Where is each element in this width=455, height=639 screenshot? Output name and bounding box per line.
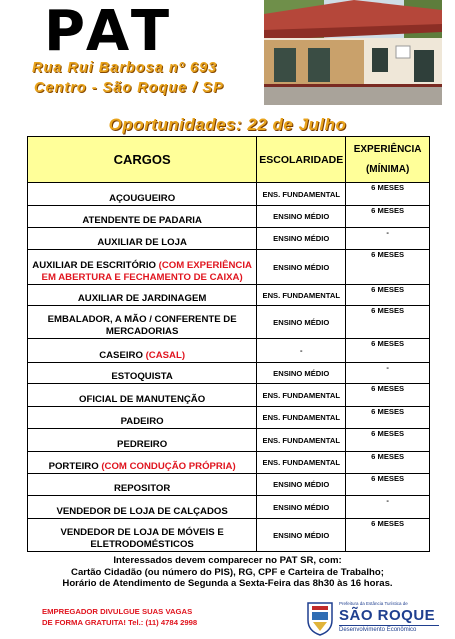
experiencia-cell: - [346,363,430,384]
cargo-cell [28,429,257,452]
address-line-2: Centro - São Roque / SP [34,80,224,96]
cargo-name: ATENDENTE DE PADARIA [82,215,202,226]
cargo-cell [28,306,257,339]
cargo-name: OFICIAL DE MANUTENÇÃO [79,394,206,405]
cargo-cell [28,339,257,363]
table-row [28,339,430,363]
table-row [28,363,430,384]
cargo-cell [28,407,257,429]
escolaridade-cell: ENSINO MÉDIO [257,363,346,384]
pat-logo: PAT [44,0,176,64]
promo-line-2: DE FORMA GRATUITA! Tel.: (11) 4784 2998 [42,618,198,627]
cargo-cell [28,250,257,285]
escolaridade-cell: ENS. FUNDAMENTAL [257,452,346,474]
escolaridade-cell: ENS. FUNDAMENTAL [257,285,346,306]
escolaridade-cell: ENS. FUNDAMENTAL [257,183,346,206]
header-experiencia-line1: EXPERIÊNCIA [353,143,422,155]
experiencia-cell: 6 MESES [346,183,430,206]
cargo-name: PEDREIRO [117,439,168,450]
experiencia-cell: 6 MESES [346,250,430,285]
cargo-cell [28,496,257,519]
table-header-row [28,137,430,183]
cargo-cell [28,384,257,407]
header-cargos: CARGOS [28,137,257,183]
experiencia-cell: 6 MESES [346,339,430,363]
cargo-name: CASEIRO [99,350,143,361]
cargo-note: (COM EXPERIÊNCIA EM ABERTURA E FECHAMENTO DE CAIXA) [41,260,252,283]
cargo-cell [28,228,257,250]
employer-promo [42,606,197,628]
table-row [28,407,430,429]
table-row [28,519,430,552]
table-row [28,474,430,496]
escolaridade-cell: ENSINO MÉDIO [257,306,346,339]
cargo-name: VENDEDOR DE LOJA DE MÓVEIS E ELETRODOMÉSTICOS [60,527,224,550]
experiencia-cell: 6 MESES [346,429,430,452]
table-row [28,250,430,285]
logo-big-text: SÃO ROQUE [339,607,436,624]
promo-line-1: EMPREGADOR DIVULGUE SUAS VAGAS [42,607,193,616]
table-row [28,496,430,519]
experiencia-cell: - [346,496,430,519]
escolaridade-cell: - [257,339,346,363]
header-escolaridade: ESCOLARIDADE [257,137,346,183]
experiencia-cell: 6 MESES [346,474,430,496]
cargo-note: (COM CONDUÇÃO PRÓPRIA) [101,461,236,472]
footer-line-2: Cartão Cidadão (ou número do PIS), RG, CPF e Carteira de Trabalho; [71,566,384,578]
cargo-name: AÇOUGUEIRO [109,193,176,204]
cargo-name: AUXILIAR DE ESCRITÓRIO [32,260,156,271]
table-row [28,384,430,407]
header-experiencia [346,137,430,183]
experiencia-cell: 6 MESES [346,452,430,474]
crest-icon [305,600,335,636]
escolaridade-cell: ENSINO MÉDIO [257,496,346,519]
cargo-note: (CASAL) [145,350,186,361]
cargo-cell [28,474,257,496]
cargo-cell [28,363,257,384]
page-subtitle: Oportunidades: 22 de Julho [108,115,347,134]
experiencia-cell: 6 MESES [346,519,430,552]
cargo-name: PORTEIRO [48,461,99,472]
logo-small-text: Prefeitura da Estância Turística de [339,601,408,606]
experiencia-cell: - [346,228,430,250]
footer-line-1: Interessados devem comparecer no PAT SR, com: [113,555,342,566]
table-row [28,228,430,250]
escolaridade-cell: ENSINO MÉDIO [257,206,346,228]
escolaridade-cell: ENSINO MÉDIO [257,250,346,285]
experiencia-cell: 6 MESES [346,206,430,228]
job-table [27,136,430,552]
cargo-cell [28,452,257,474]
escolaridade-cell: ENSINO MÉDIO [257,228,346,250]
sao-roque-logo [305,600,445,636]
cargo-name: EMBALADOR, A MÃO / CONFERENTE DE MERCADORIAS [47,314,237,337]
table-row [28,306,430,339]
experiencia-cell: 6 MESES [346,384,430,407]
cargo-name: AUXILIAR DE LOJA [97,237,187,248]
escolaridade-cell: ENS. FUNDAMENTAL [257,407,346,429]
cargo-cell [28,206,257,228]
escolaridade-cell: ENS. FUNDAMENTAL [257,384,346,407]
escolaridade-cell: ENS. FUNDAMENTAL [257,429,346,452]
logo-sub-text: Desenvolvimento Econômico [339,627,417,633]
escolaridade-cell: ENSINO MÉDIO [257,474,346,496]
table-row [28,429,430,452]
header-experiencia-line2: (MÍNIMA) [365,163,410,175]
escolaridade-cell: ENSINO MÉDIO [257,519,346,552]
cargo-cell [28,519,257,552]
table-row [28,452,430,474]
cargo-cell [28,285,257,306]
experiencia-cell: 6 MESES [346,285,430,306]
address-line-1: Rua Rui Barbosa nº 693 [32,60,218,76]
cargo-name: VENDEDOR DE LOJA DE CALÇADOS [56,506,228,517]
experiencia-cell: 6 MESES [346,306,430,339]
table-row [28,183,430,206]
building-photo [264,0,442,105]
footer-line-3: Horário de Atendimento de Segunda a Sexta-Feira das 8h30 às 16 horas. [62,578,393,589]
table-row [28,206,430,228]
header [0,0,455,110]
table-row [28,285,430,306]
cargo-name: PADEIRO [120,416,164,427]
cargo-cell [28,183,257,206]
logo-divider [339,625,439,626]
cargo-name: ESTOQUISTA [111,371,173,382]
experiencia-cell: 6 MESES [346,407,430,429]
cargo-name: AUXILIAR DE JARDINAGEM [77,293,207,304]
cargo-name: REPOSITOR [113,483,171,494]
footer-info [0,555,455,590]
